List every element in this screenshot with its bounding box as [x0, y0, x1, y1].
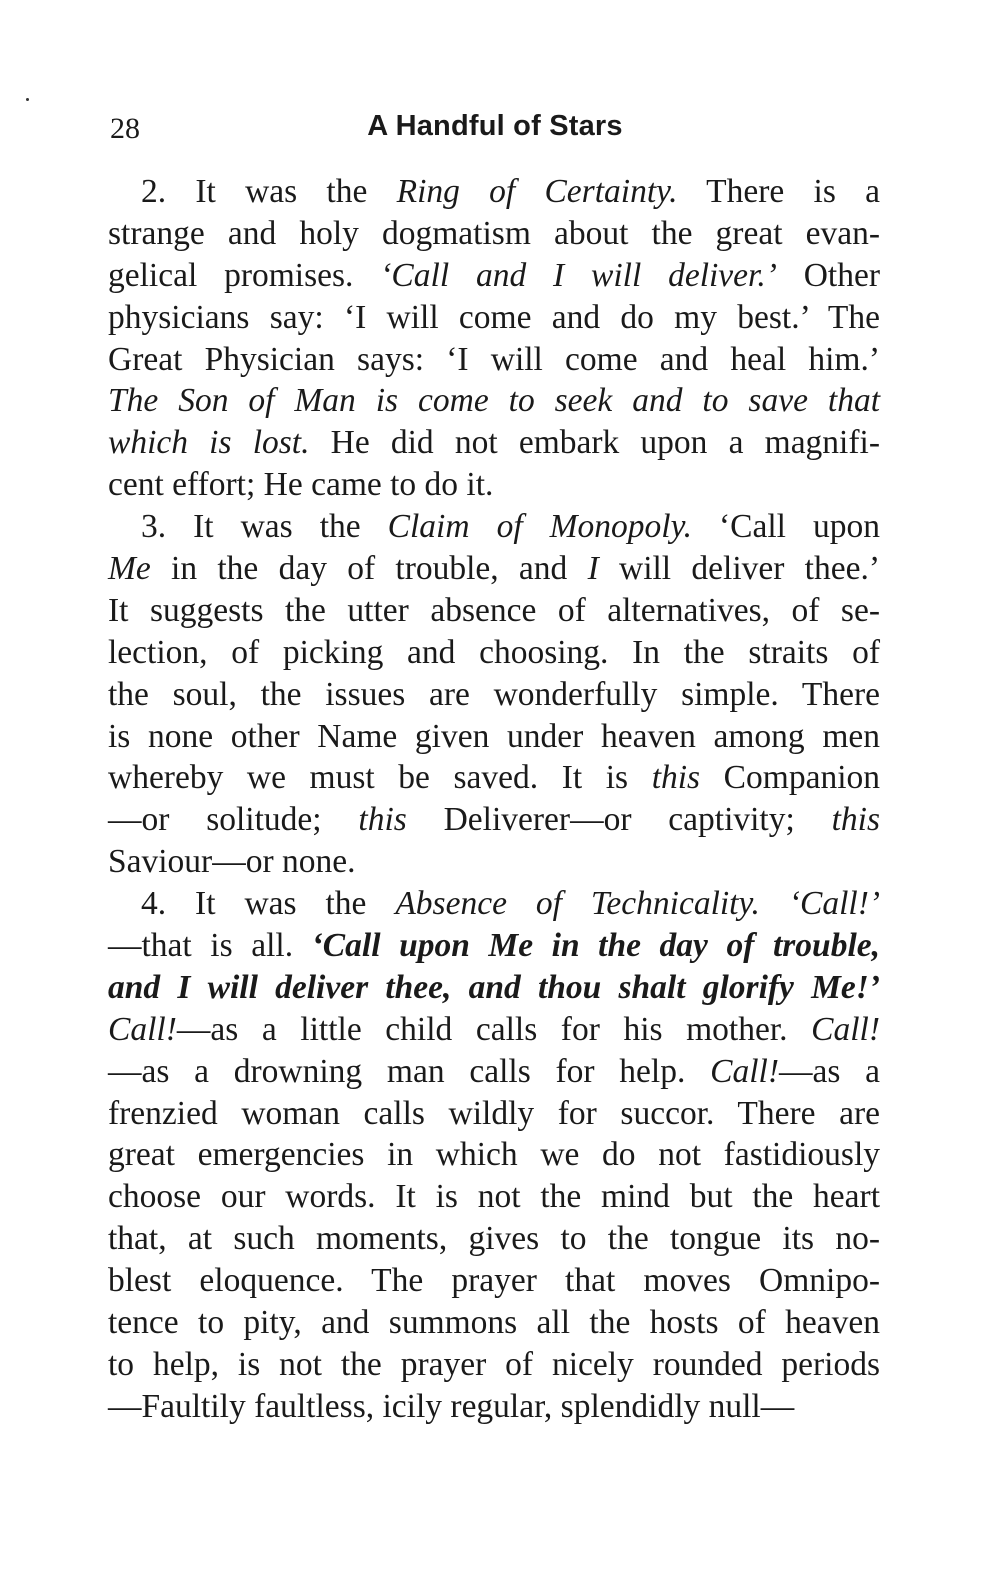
- emphasis-text: ‘Call!’: [788, 885, 881, 923]
- text-line: [108, 1260, 880, 1302]
- emphasis-text: Absence of Technicality.: [395, 885, 760, 923]
- text-run: 2. It was the: [141, 173, 397, 210]
- text-run: blest eloquence. The prayer that moves Omnipo-: [108, 1262, 880, 1300]
- text-line: [108, 799, 880, 841]
- text-run: choose our words. It is not the mind but the heart: [108, 1178, 880, 1216]
- emphasis-text: Call!: [811, 1010, 880, 1048]
- text-run: Companion: [700, 759, 880, 797]
- text-line: [108, 297, 880, 339]
- text-run: is none other Name given under heaven among men: [108, 717, 880, 755]
- text-line: [108, 1386, 880, 1428]
- text-line: [108, 967, 880, 1009]
- text-run: It suggests the utter absence of alternatives, of se-: [108, 591, 880, 629]
- text-line: [108, 339, 880, 381]
- emphasis-text: Me: [108, 550, 151, 588]
- page-number: 28: [110, 112, 140, 145]
- text-line: [108, 1009, 880, 1051]
- text-run: frenzied woman calls wildly for succor. There are: [108, 1094, 880, 1132]
- text-run: to help, is not the prayer of nicely rounded periods: [108, 1345, 880, 1383]
- running-title: A Handful of Stars: [367, 110, 623, 142]
- emphasis-text: The Son of Man is come to seek and to save that: [108, 382, 880, 420]
- text-line: [108, 1302, 880, 1344]
- text-line: [108, 171, 880, 213]
- text-run: [760, 885, 789, 922]
- text-run: whereby we must be saved. It is: [108, 759, 652, 797]
- text-run: ‘Call upon: [692, 508, 880, 546]
- emphasis-text: Claim of Monopoly.: [387, 508, 692, 546]
- text-run: strange and holy dogmatism about the great evan-: [108, 214, 880, 252]
- text-line: [108, 1051, 880, 1093]
- text-run: tence to pity, and summons all the hosts of heaven: [108, 1304, 880, 1342]
- text-run: —that is all.: [108, 927, 312, 965]
- text-run: —or solitude;: [108, 801, 359, 839]
- text-line: [108, 255, 880, 297]
- text-run: physicians say: ‘I will come and do my best.’ The: [108, 298, 880, 336]
- text-run: He did not embark upon a magnifi-: [309, 424, 880, 462]
- text-line: [108, 1218, 880, 1260]
- text-line: [108, 674, 880, 716]
- text-line: [108, 548, 880, 590]
- paragraph: [108, 883, 880, 1428]
- text-line: [108, 1344, 880, 1386]
- text-run: gelical promises.: [108, 256, 381, 294]
- paragraph: [108, 506, 880, 883]
- text-line: [108, 1134, 880, 1176]
- emphasis-text: Call!: [710, 1052, 779, 1090]
- text-run: great emergencies in which we do not fastidiously: [108, 1136, 880, 1174]
- body-text: [108, 171, 880, 1428]
- emphasis-text: I: [587, 550, 599, 588]
- text-line: [108, 883, 880, 925]
- text-line: [108, 1176, 880, 1218]
- text-run: 3. It was the: [141, 508, 388, 546]
- text-line: [108, 841, 880, 883]
- emphasis-text: this: [358, 801, 407, 839]
- text-line: [108, 1093, 880, 1135]
- text-line: [108, 632, 880, 674]
- emphasis-text: ‘Call and I will deliver.’: [380, 256, 777, 294]
- text-run: in the day of trouble, and: [150, 550, 588, 588]
- text-run: that, at such moments, gives to the tongue its no-: [108, 1220, 880, 1258]
- text-run: —Faultily faultless, icily regular, splendidly null—: [108, 1387, 795, 1425]
- text-run: Great Physician says: ‘I will come and heal him.’: [108, 340, 880, 378]
- text-run: the soul, the issues are wonderfully simple. There: [108, 675, 880, 713]
- page-header: [110, 108, 880, 152]
- text-run: —as a: [778, 1052, 881, 1090]
- text-run: —as a little child calls for his mother.: [176, 1010, 812, 1048]
- text-run: Saviour—or none.: [108, 843, 356, 881]
- text-run: Other: [776, 256, 880, 294]
- emphasis-text: which is lost.: [108, 424, 310, 462]
- emphasis-text: and I will deliver thee, and thou shalt glorify Me!’: [108, 968, 880, 1006]
- emphasis-text: this: [831, 801, 880, 839]
- text-run: Deliverer—or captivity;: [406, 801, 832, 839]
- text-line: [108, 380, 880, 422]
- text-run: 4. It was the: [141, 885, 396, 923]
- text-run: lection, of picking and choosing. In the straits of: [108, 633, 880, 671]
- text-run: cent effort; He came to do it.: [108, 466, 494, 504]
- scan-speck: [26, 98, 29, 101]
- text-run: will deliver thee.’: [598, 550, 880, 588]
- emphasis-text: Ring of Certainty.: [396, 173, 678, 210]
- emphasis-text: ‘Call upon Me in the day of trouble,: [311, 927, 880, 965]
- emphasis-text: this: [651, 759, 701, 797]
- text-line: [108, 422, 880, 464]
- text-run: There is a: [677, 173, 880, 210]
- text-line: [108, 590, 880, 632]
- text-line: [108, 925, 880, 967]
- emphasis-text: Call!: [108, 1010, 177, 1048]
- text-line: [108, 757, 880, 799]
- text-line: [108, 213, 880, 255]
- text-line: [108, 716, 880, 758]
- text-run: —as a drowning man calls for help.: [108, 1052, 711, 1090]
- text-line: [108, 464, 880, 506]
- paragraph: [108, 171, 880, 506]
- text-line: [108, 506, 880, 548]
